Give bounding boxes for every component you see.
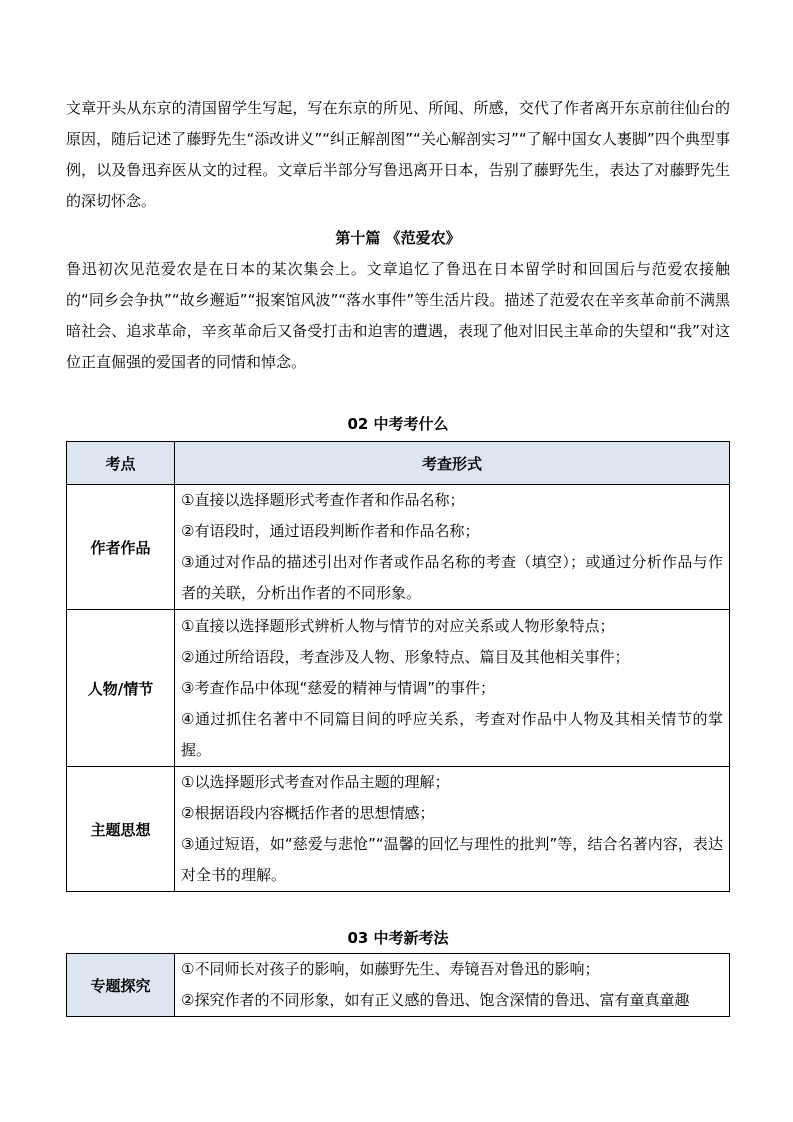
row-item: ①以选择题形式考查对作品主题的理解；: [181, 773, 450, 791]
table-header-row: [67, 442, 730, 485]
new-exam-table: [66, 953, 730, 1017]
row-key: 作者作品: [67, 485, 175, 610]
row-content: [175, 610, 730, 767]
row-key: 主题思想: [67, 767, 175, 892]
table-row: [67, 485, 730, 610]
row-item: ③通过对作品的描述引出对作者或作品名称的考查（填空）；或通过分析作品与作者的关联，分析出作者的不同形象。: [181, 553, 723, 602]
row-content: [175, 767, 730, 892]
row-item: ②探究作者的不同形象，如有正义感的鲁迅、饱含深情的鲁迅、富有童真童趣: [181, 991, 690, 1009]
intro-paragraph: 文章开头从东京的清国留学生写起，写在东京的所见、所闻、所感，交代了作者离开东京前往仙台的原因，随后记述了藤野先生“添改讲义”“纠正解剖图”“关心解剖实习”“了解中国女人裹脚”四个典型事例，以及鲁迅弃医从文的过程。文章后半部分写鲁迅离开日本，告别了藤野先生，表达了对藤野先生的深切怀念。: [66, 99, 730, 210]
row-item: ②通过所给语段，考查涉及人物、形象特点、篇目及其他相关事件；: [181, 647, 630, 666]
header-exam-point: 考点: [67, 442, 175, 485]
row-item: ②根据语段内容概括作者的思想情感；: [181, 804, 435, 822]
table-row: [67, 610, 730, 767]
table-row: [67, 767, 730, 892]
row-item: ②有语段时，通过语段判断作者和作品名称；: [181, 522, 480, 540]
row-key: 专题探究: [67, 954, 175, 1017]
section-title-new-exam: 03 中考新考法: [347, 929, 449, 947]
row-item: ①不同师长对孩子的影响，如藤野先生、寿镜吾对鲁迅的影响；: [181, 960, 600, 978]
row-content: [175, 954, 730, 1017]
row-content: [175, 485, 730, 610]
row-item: ③考查作品中体现“慈爱的精神与情调”的事件；: [181, 678, 495, 697]
row-item: ③通过短语，如“慈爱与悲怆”“温馨的回忆与理性的批判”等，结合名著内容，表达对全书的理解。: [181, 835, 723, 884]
table-row: [67, 954, 730, 1017]
exam-points-table: [66, 441, 730, 892]
header-exam-form: 考查形式: [175, 442, 730, 485]
row-item: ①直接以选择题形式考查作者和作品名称；: [181, 491, 465, 509]
row-key: 人物/情节: [67, 610, 175, 767]
row-item: ①直接以选择题形式辨析人物与情节的对应关系或人物形象特点；: [181, 616, 615, 635]
chapter-title: 第十篇 《范爱农》: [335, 229, 461, 247]
section-title-exam-content: 02 中考考什么: [347, 415, 449, 433]
row-item: ④通过抓住名著中不同篇目间的呼应关系，考查对作品中人物及其相关情节的掌握。: [181, 709, 723, 759]
chapter-paragraph: 鲁迅初次见范爱农是在日本的某次集会上。文章追忆了鲁迅在日本留学时和回国后与范爱农接触的“同乡会争执”“故乡邂逅”“报案馆风波”“落水事件”等生活片段。描述了范爱农在辛亥革命前不满黑暗社会、追求革命，辛亥革命后又备受打击和迫害的遭遇，表现了他对旧民主革命的失望和“我”对这位正直倔强的爱国者的同情和悼念。: [66, 260, 730, 371]
